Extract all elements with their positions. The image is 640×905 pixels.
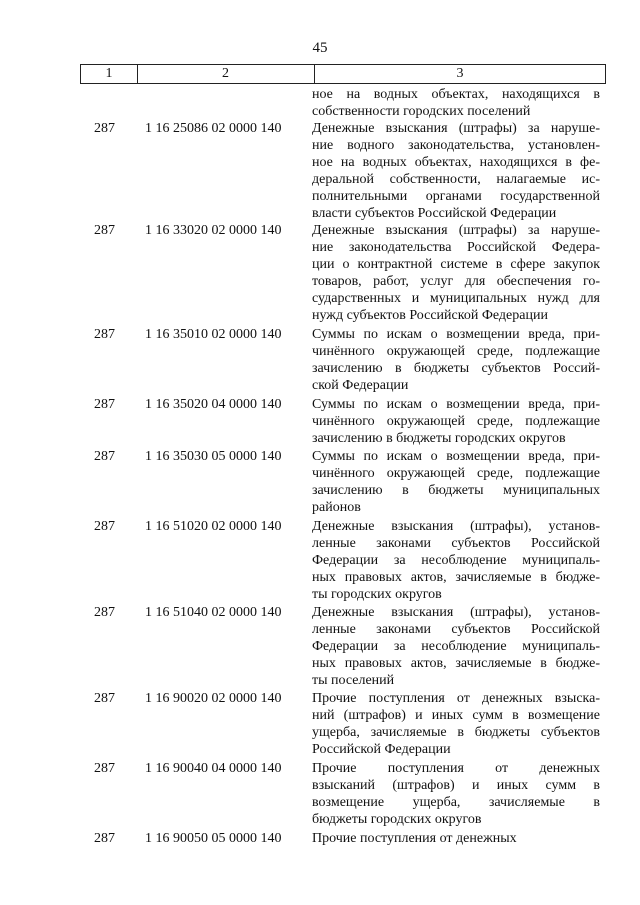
- revenue-description: [312, 120, 600, 222]
- admin-code: 287: [94, 519, 115, 534]
- revenue-description: [312, 604, 600, 689]
- page-number: 45: [312, 40, 328, 56]
- description-line: Денежные взыскания (штрафы) за наруше-: [312, 121, 600, 136]
- description-line: ты городских округов: [312, 587, 442, 602]
- description-line: Федерации за несоблюдение муниципаль-: [312, 553, 600, 568]
- description-line: ленные законами субъектов Российской: [312, 622, 600, 637]
- description-line: Суммы по искам о возмещении вреда, при-: [312, 449, 600, 464]
- description-line: ных правовых актов, зачисляемые в бюдже-: [312, 656, 600, 671]
- description-line: Российской Федерации: [312, 742, 451, 757]
- description-line: ции о контрактной системе в сфере закупок: [312, 257, 600, 272]
- description-line: Прочие поступления от денежных взыска-: [312, 691, 600, 706]
- admin-code: 287: [94, 605, 115, 620]
- revenue-description: [312, 760, 600, 828]
- description-line: товаров, работ, услуг для обеспечения го-: [312, 274, 600, 289]
- description-line: зачислению в бюджеты субъектов Россий-: [312, 361, 600, 376]
- revenue-description: [312, 222, 600, 324]
- description-line: ных правовых актов, зачисляемые в бюдже-: [312, 570, 600, 585]
- budget-classification-code: 1 16 25086 02 0000 140: [145, 121, 282, 136]
- description-line: власти субъектов Российской Федерации: [312, 206, 557, 221]
- header-col-3: 3: [456, 66, 464, 81]
- description-line: ние законодательства Российской Федера-: [312, 240, 600, 255]
- description-line: собственности городских поселений: [312, 104, 531, 119]
- description-line: Федерации за несоблюдение муниципаль-: [312, 639, 600, 654]
- revenue-description: [312, 396, 600, 447]
- description-line: деральной собственности, налагаемые ис-: [312, 172, 600, 187]
- admin-code: 287: [94, 761, 115, 776]
- budget-classification-code: 1 16 90050 05 0000 140: [145, 831, 282, 846]
- table-header: [80, 64, 606, 84]
- description-line: ний (штрафов) и иных сумм в возмещение: [312, 708, 600, 723]
- continuation-text: [312, 86, 600, 120]
- budget-classification-code: 1 16 51040 02 0000 140: [145, 605, 282, 620]
- admin-code: 287: [94, 397, 115, 412]
- description-line: взысканий (штрафов) и иных сумм в: [312, 778, 600, 793]
- budget-classification-code: 1 16 35020 04 0000 140: [145, 397, 282, 412]
- header-col-1: 1: [81, 65, 138, 83]
- description-line: нужд субъектов Российской Федерации: [312, 308, 548, 323]
- description-line: зачислению в бюджеты городских округов: [312, 431, 566, 446]
- description-line: чинённого окружающей среде, подлежащие: [312, 466, 600, 481]
- description-line: бюджеты городских округов: [312, 812, 482, 827]
- budget-classification-code: 1 16 90040 04 0000 140: [145, 761, 282, 776]
- revenue-description: [312, 448, 600, 516]
- admin-code: 287: [94, 121, 115, 136]
- description-line: Суммы по искам о возмещении вреда, при-: [312, 327, 600, 342]
- description-line: ние водного законодательства, установлен-: [312, 138, 600, 153]
- description-line: Денежные взыскания (штрафы), установ-: [312, 605, 600, 620]
- header-col-2: 2: [137, 65, 315, 83]
- description-line: Суммы по искам о возмещении вреда, при-: [312, 397, 600, 412]
- description-line: ное на водных объектах, находящихся в фе-: [312, 155, 600, 170]
- description-line: зачислению в бюджеты муниципальных: [312, 483, 600, 498]
- description-line: Прочие поступления от денежных: [312, 761, 600, 776]
- description-line: Прочие поступления от денежных: [312, 831, 517, 846]
- description-line: районов: [312, 500, 361, 515]
- description-line: ты поселений: [312, 673, 395, 688]
- revenue-description: [312, 518, 600, 603]
- description-line: полнительными органами государственной: [312, 189, 600, 204]
- admin-code: 287: [94, 223, 115, 238]
- budget-classification-code: 1 16 35030 05 0000 140: [145, 449, 282, 464]
- revenue-description: [312, 830, 600, 847]
- budget-classification-code: 1 16 33020 02 0000 140: [145, 223, 282, 238]
- description-line: возмещение ущерба, зачисляемые в: [312, 795, 600, 810]
- description-line: Денежные взыскания (штрафы), установ-: [312, 519, 600, 534]
- budget-classification-code: 1 16 35010 02 0000 140: [145, 327, 282, 342]
- admin-code: 287: [94, 831, 115, 846]
- revenue-description: [312, 326, 600, 394]
- description-line: чинённого окружающей среде, подлежащие: [312, 414, 600, 429]
- description-line: Денежные взыскания (штрафы) за наруше-: [312, 223, 600, 238]
- admin-code: 287: [94, 449, 115, 464]
- description-line: ное на водных объектах, находящихся в: [312, 87, 600, 102]
- description-line: ской Федерации: [312, 378, 409, 393]
- admin-code: 287: [94, 691, 115, 706]
- description-line: ущерба, зачисляемые в бюджеты субъектов: [312, 725, 600, 740]
- description-line: сударственных и муниципальных нужд для: [312, 291, 600, 306]
- budget-classification-code: 1 16 90020 02 0000 140: [145, 691, 282, 706]
- revenue-description: [312, 690, 600, 758]
- admin-code: 287: [94, 327, 115, 342]
- description-line: чинённого окружающей среде, подлежащие: [312, 344, 600, 359]
- description-line: ленные законами субъектов Российской: [312, 536, 600, 551]
- budget-classification-code: 1 16 51020 02 0000 140: [145, 519, 282, 534]
